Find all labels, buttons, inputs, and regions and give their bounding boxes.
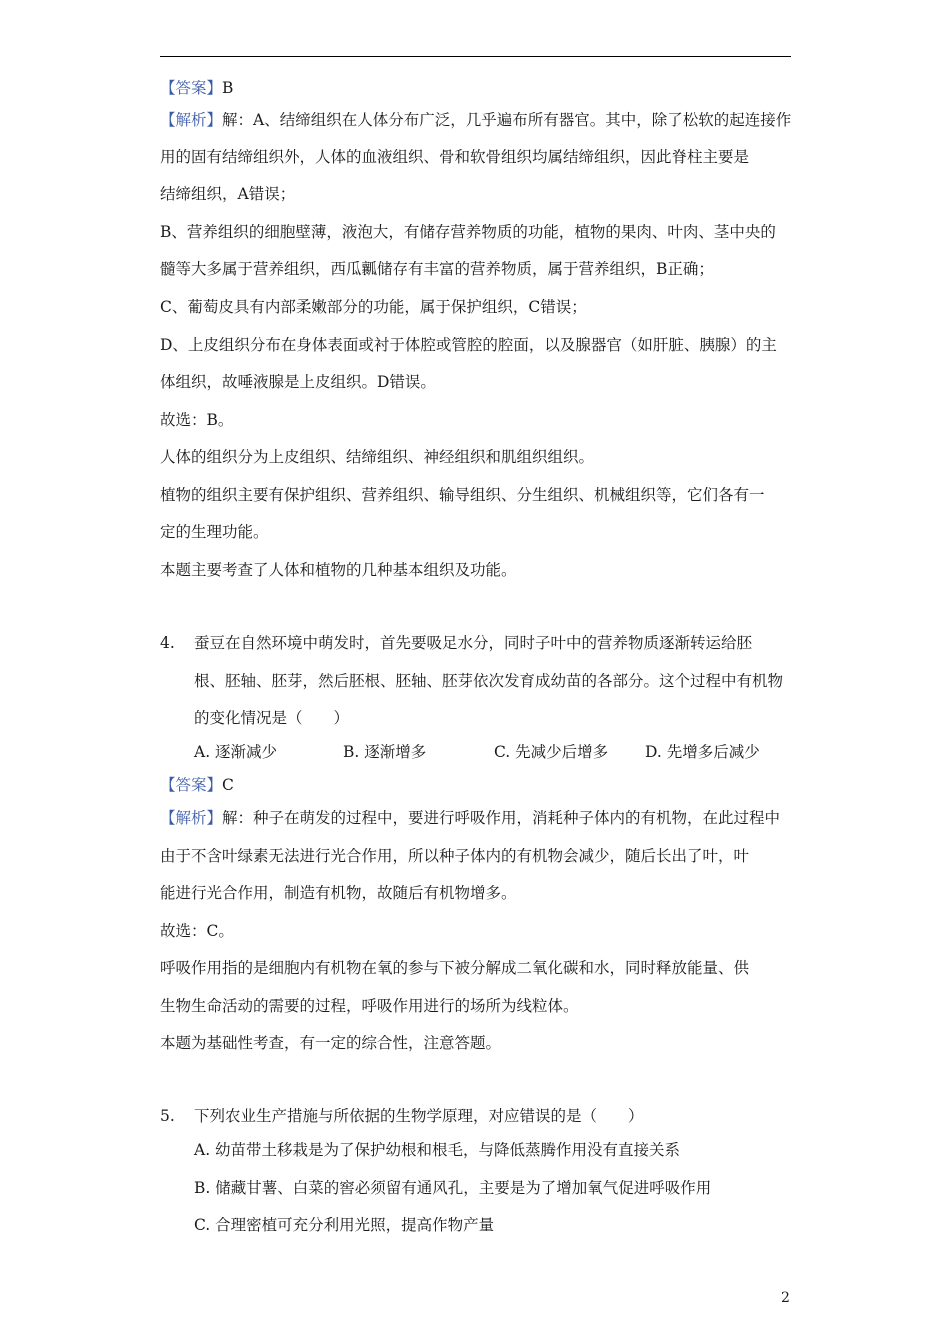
conclusion-text: 故选：C。 (160, 922, 234, 940)
analysis-text: B、营养组织的细胞壁薄，液泡大，有储存营养物质的功能，植物的果肉、叶肉、茎中央的 (160, 223, 776, 241)
analysis-text: 能进行光合作用，制造有机物，故随后有机物增多。 (160, 884, 517, 902)
conclusion-text: 故选：B。 (160, 411, 234, 429)
answer-tag: 【答案】 (160, 776, 223, 794)
question-stem: 蚕豆在自然环境中萌发时，首先要吸足水分，同时子叶中的营养物质逐渐转运给胚 (194, 634, 753, 652)
option-b: B. 逐渐增多 (343, 743, 427, 761)
analysis-text: 用的固有结缔组织外，人体的血液组织、骨和软骨组织均属结缔组织，因此脊柱主要是 (160, 148, 750, 166)
analysis-text: 解：A、结缔组织在人体分布广泛，几乎遍布所有器官。其中，除了松软的起连接作 (222, 111, 792, 129)
summary-text: 本题主要考查了人体和植物的几种基本组织及功能。 (160, 561, 517, 579)
question-number: 5. (160, 1107, 175, 1125)
option-b: B. 储藏甘薯、白菜的窖必须留有通风孔，主要是为了增加氧气促进呼吸作用 (194, 1179, 712, 1197)
analysis-text: 解：种子在萌发的过程中，要进行呼吸作用，消耗种子体内的有机物，在此过程中 (222, 809, 781, 827)
analysis-text: 体组织，故唾液腺是上皮组织。D错误。 (160, 373, 436, 391)
note-text: 定的生理功能。 (160, 523, 269, 541)
option-d: D. 先增多后减少 (645, 743, 760, 761)
option-c: C. 合理密植可充分利用光照，提高作物产量 (194, 1216, 495, 1234)
question-stem: 的变化情况是（ ） (194, 709, 350, 727)
analysis-text: C、葡萄皮具有内部柔嫩部分的功能，属于保护组织，C错误； (160, 298, 587, 316)
header-rule (160, 56, 791, 57)
analysis-text: 由于不含叶绿素无法进行光合作用，所以种子体内的有机物会减少，随后长出了叶，叶 (160, 847, 750, 865)
analysis-text: 髓等大多属于营养组织，西瓜瓤储存有丰富的营养物质，属于营养组织，B正确； (160, 260, 714, 278)
analysis-tag: 【解析】 (160, 809, 223, 827)
answer-line (160, 775, 800, 795)
analysis-text: 结缔组织，A错误； (160, 185, 296, 203)
note-text: 植物的组织主要有保护组织、营养组织、输导组织、分生组织、机械组织等，它们各有一 (160, 486, 765, 504)
note-text: 生物生命活动的需要的过程，呼吸作用进行的场所为线粒体。 (160, 997, 579, 1015)
option-a: A. 幼苗带土移栽是为了保护幼根和根毛，与降低蒸腾作用没有直接关系 (194, 1141, 681, 1159)
note-text: 人体的组织分为上皮组织、结缔组织、神经组织和肌组织组织。 (160, 448, 595, 466)
question-stem: 根、胚轴、胚芽，然后胚根、胚轴、胚芽依次发育成幼苗的各部分。这个过程中有机物 (194, 672, 784, 690)
analysis-line (160, 110, 800, 130)
question-stem: 下列农业生产措施与所依据的生物学原理，对应错误的是（ ） (194, 1107, 644, 1125)
answer-value: B (222, 79, 234, 97)
analysis-tag: 【解析】 (160, 111, 223, 129)
option-a: A. 逐渐减少 (194, 743, 278, 761)
question-number: 4. (160, 634, 175, 652)
answer-tag: 【答案】 (160, 79, 223, 97)
summary-text: 本题为基础性考查，有一定的综合性，注意答题。 (160, 1034, 502, 1052)
answer-line (160, 78, 800, 98)
page-number: 2 (781, 1290, 790, 1306)
analysis-text: D、上皮组织分布在身体表面或衬于体腔或管腔的腔面，以及腺器官（如肝脏、胰腺）的主 (160, 336, 777, 354)
option-c: C. 先减少后增多 (494, 743, 609, 761)
analysis-line (160, 808, 800, 828)
answer-value: C (222, 776, 234, 794)
note-text: 呼吸作用指的是细胞内有机物在氧的参与下被分解成二氧化碳和水，同时释放能量、供 (160, 959, 750, 977)
